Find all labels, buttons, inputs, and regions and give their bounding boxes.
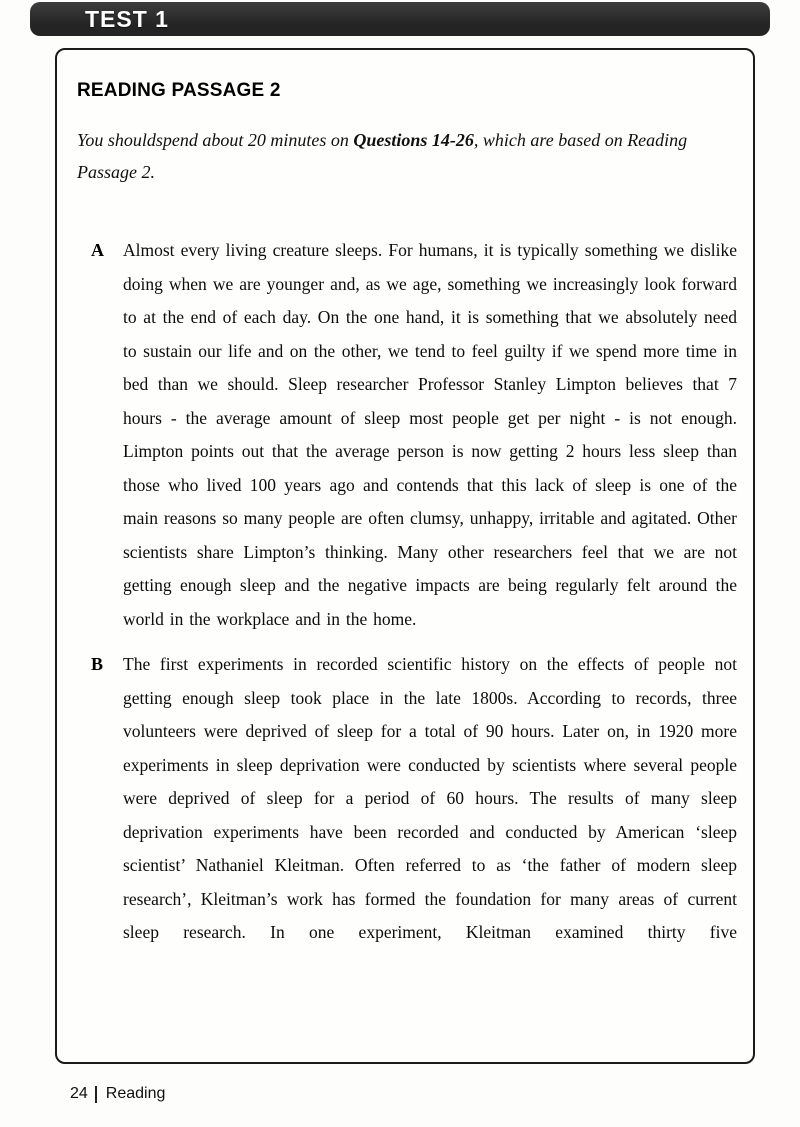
instructions-questions-range: Questions 14-26: [353, 130, 474, 150]
paragraph-a-label: A: [91, 240, 104, 260]
test-title: TEST 1: [85, 5, 169, 32]
paragraph-b: [77, 648, 737, 950]
instructions-pre: You shouldspend about 20 minutes on: [77, 130, 354, 150]
footer-divider: [95, 1086, 97, 1103]
page-footer: [70, 1085, 165, 1103]
page-number: 24: [70, 1085, 88, 1102]
footer-section-label: Reading: [105, 1085, 166, 1102]
instructions-post: , which are based on Reading Passage 2.: [77, 130, 688, 182]
instructions: [77, 124, 737, 188]
paragraph-b-text: The first experiments in recorded scientific history on the effects of people not getting enough sleep took place in the late 1800s. According to records, three volunteers were deprived of sleep for a total of 90 hours. Later on, in 1920 more experiments in sleep deprivation were conducted by scientists where several people were deprived of sleep for a period of 60 hours. The results of many sleep deprivation experiments have been recorded and conducted by American ‘sleep scientist’ Nathaniel Kleitman. Often referred to as ‘the father of modern sleep research’, Kleitman’s work has formed the foundation for many areas of current sleep research. In one experiment, Kleitman examined thirty five: [123, 654, 737, 942]
test-banner: [30, 2, 770, 36]
passage-heading: READING PASSAGE 2: [77, 80, 281, 101]
paragraph-a-text: Almost every living creature sleeps. For humans, it is typically something we dislike doing when we are younger and, as we age, something we increasingly look forward to at the end of each day. On the one hand, it is something that we absolutely need to sustain our life and on the other, we tend to feel guilty if we spend more time in bed than we should. Sleep researcher Professor Stanley Limpton believes that 7 hours - the average amount of sleep most people get per night - is not enough. Limpton points out that the average person is now getting 2 hours less sleep than those who lived 100 years ago and contends that this lack of sleep is one of the main reasons so many people are often clumsy, unhappy, irritable and agitated. Other scientists share Limpton’s thinking. Many other researchers feel that we are not getting enough sleep and the negative impacts are being regularly felt around the world in the workplace and in the home.: [123, 240, 737, 629]
paragraph-a: [77, 234, 737, 636]
passage-box: [55, 48, 755, 1064]
paragraph-b-label: B: [91, 654, 104, 674]
